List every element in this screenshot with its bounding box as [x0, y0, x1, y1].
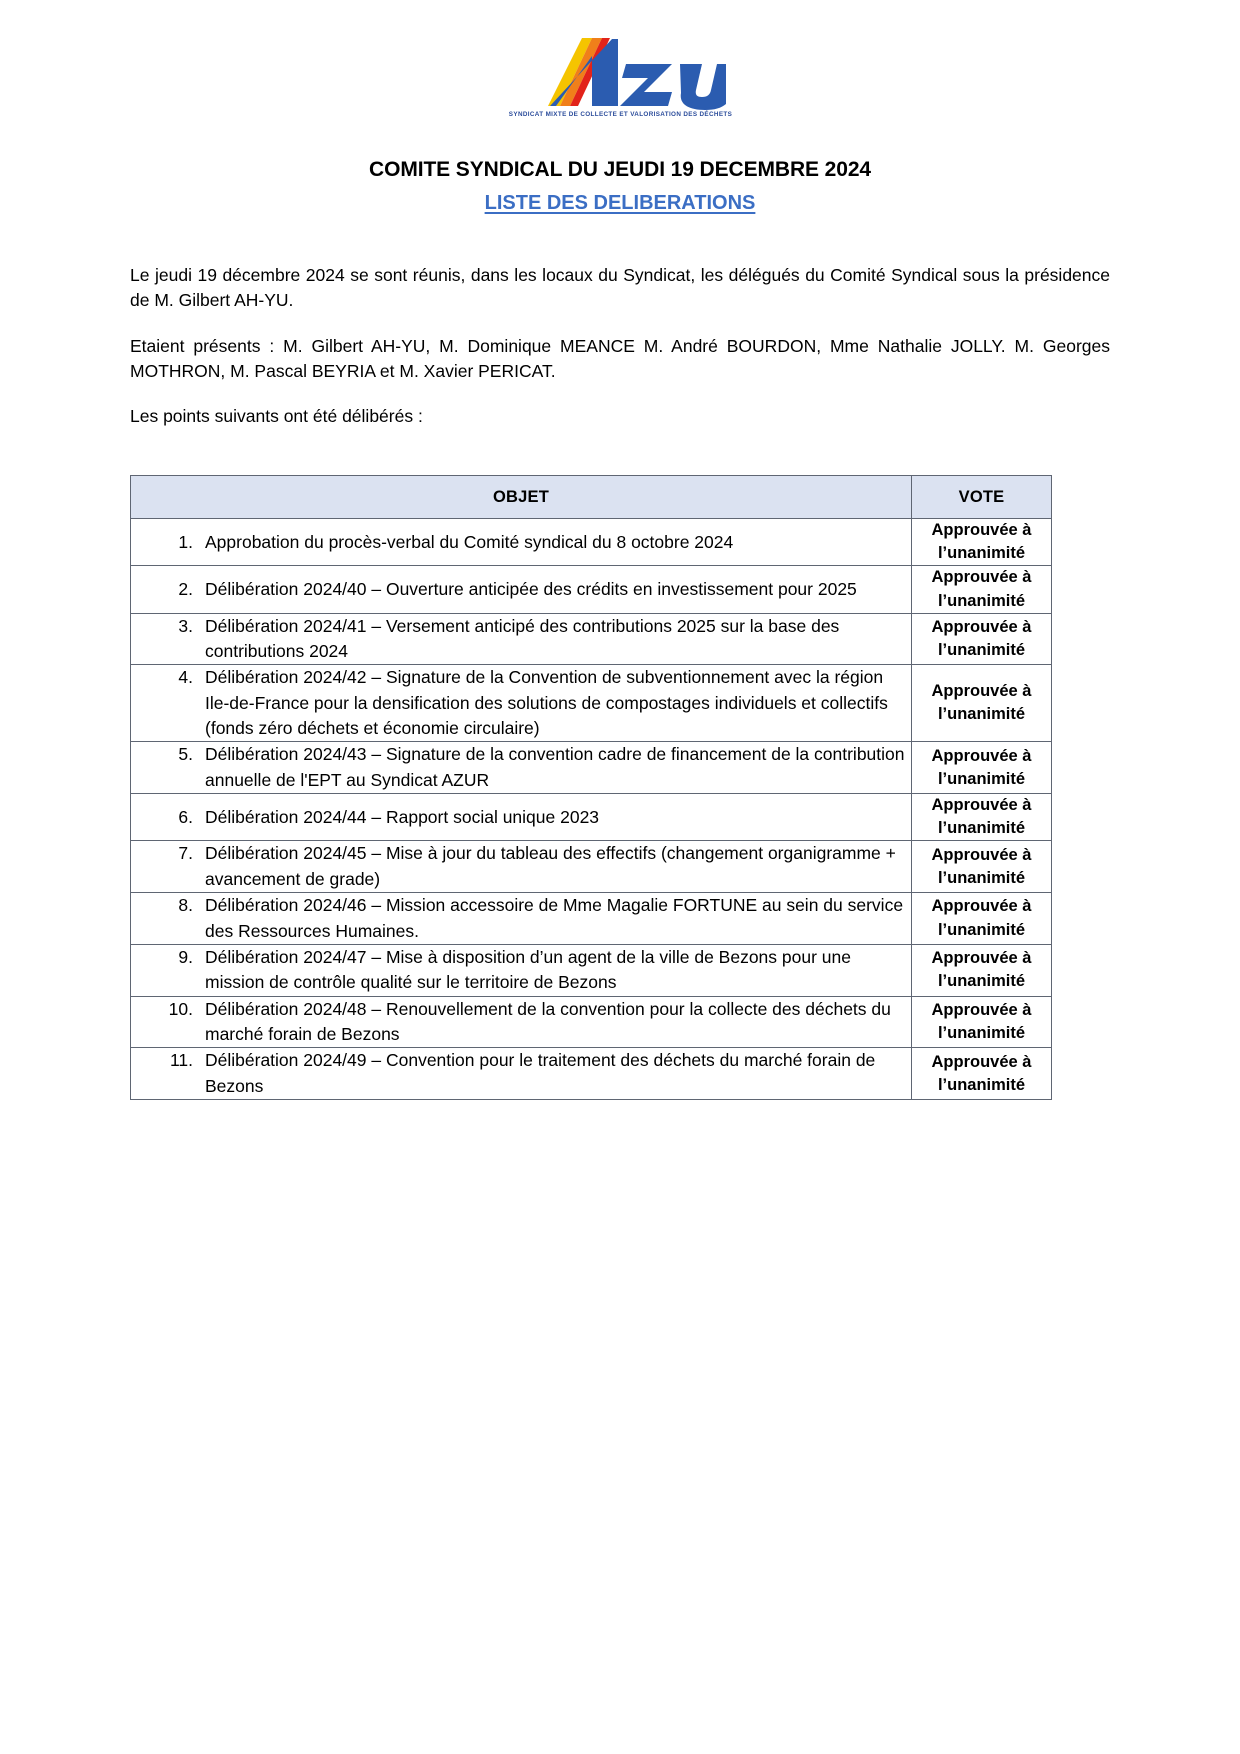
row-number: 8.	[178, 895, 193, 916]
intro-paragraph-2: Etaient présents : M. Gilbert AH-YU, M. Dominique MEANCE M. André BOURDON, Mme Nathalie JOLLY. M. Georges MOTHRON, M. Pascal BEYRIA et M. Xavier PERICAT.	[130, 335, 1110, 381]
row-objet-text: Délibération 2024/48 – Renouvellement de la convention pour la collecte des déchets du marché forain de Bezons	[205, 998, 891, 1045]
cell-objet	[131, 742, 912, 794]
row-objet-text: Délibération 2024/45 – Mise à jour du tableau des effectifs (changement organigramme + avancement de grade)	[205, 843, 896, 889]
row-objet-text: Délibération 2024/49 – Convention pour le traitement des déchets du marché forain de Bezons	[205, 1050, 876, 1096]
row-number: 11.	[169, 1050, 193, 1071]
row-number: 1.	[178, 531, 193, 552]
cell-vote: Approuvée à l’unanimité	[912, 519, 1052, 566]
cell-vote: Approuvée à l’unanimité	[912, 944, 1052, 996]
row-number: 3.	[178, 615, 193, 636]
row-objet-text: Approbation du procès-verbal du Comité syndical du 8 octobre 2024	[205, 531, 734, 552]
table-header-row	[131, 476, 1052, 519]
row-objet-text: Délibération 2024/40 – Ouverture anticipée des crédits en investissement pour 2025	[205, 578, 857, 599]
cell-objet	[131, 794, 912, 841]
row-number: 6.	[178, 806, 193, 827]
row-objet-text: Délibération 2024/43 – Signature de la convention cadre de financement de la contribution annuelle de l'EPT au Syndicat AZUR	[205, 744, 905, 790]
row-number: 5.	[178, 744, 193, 765]
page-title: COMITE SYNDICAL DU JEUDI 19 DECEMBRE 2024	[369, 158, 871, 181]
intro-paragraph-3: Les points suivants ont été délibérés :	[130, 406, 423, 427]
cell-vote: Approuvée à l’unanimité	[912, 893, 1052, 945]
table-row	[131, 742, 1052, 794]
cell-objet	[131, 519, 912, 566]
cell-vote: Approuvée à l’unanimité	[912, 1048, 1052, 1100]
cell-objet	[131, 841, 912, 893]
table-row	[131, 665, 1052, 742]
cell-objet	[131, 613, 912, 665]
cell-vote: Approuvée à l’unanimité	[912, 566, 1052, 613]
table-row	[131, 841, 1052, 893]
cell-vote: Approuvée à l’unanimité	[912, 841, 1052, 893]
row-objet-text: Délibération 2024/42 – Signature de la Convention de subventionnement avec la région Ile-de-France pour la densification des solutions de compostages individuels et collectifs (fonds zéro déchets et économie circulaire)	[205, 667, 888, 739]
cell-vote: Approuvée à l’unanimité	[912, 742, 1052, 794]
table-row	[131, 996, 1052, 1048]
row-number: 7.	[178, 843, 193, 864]
row-objet-text: Délibération 2024/46 – Mission accessoire de Mme Magalie FORTUNE au sein du service des Ressources Humaines.	[205, 895, 904, 941]
table-row	[131, 1048, 1052, 1100]
row-number: 9.	[178, 946, 193, 967]
row-number: 2.	[178, 578, 193, 599]
cell-vote: Approuvée à l’unanimité	[912, 996, 1052, 1048]
azur-logo	[130, 0, 1110, 118]
page-subtitle: LISTE DES DELIBERATIONS	[484, 192, 756, 214]
azur-wordmark-icon	[514, 34, 726, 110]
row-objet-text: Délibération 2024/44 – Rapport social unique 2023	[205, 806, 600, 827]
cell-objet	[131, 1048, 912, 1100]
deliberations-table	[130, 475, 1052, 1100]
row-objet-text: Délibération 2024/41 – Versement anticipé des contributions 2025 sur la base des contributions 2024	[205, 615, 840, 661]
row-objet-text: Délibération 2024/47 – Mise à disposition d’un agent de la ville de Bezons pour une mission de contrôle qualité sur le territoire de Bezons	[205, 946, 851, 993]
table-body	[131, 519, 1052, 1100]
cell-objet	[131, 944, 912, 996]
cell-vote: Approuvée à l’unanimité	[912, 794, 1052, 841]
cell-objet	[131, 566, 912, 613]
cell-vote: Approuvée à l’unanimité	[912, 665, 1052, 742]
table-row	[131, 893, 1052, 945]
cell-objet	[131, 665, 912, 742]
table-row	[131, 566, 1052, 613]
column-header-vote: VOTE	[912, 476, 1052, 519]
row-number: 4.	[178, 667, 193, 688]
table-row	[131, 944, 1052, 996]
intro-paragraph-1: Le jeudi 19 décembre 2024 se sont réunis, dans les locaux du Syndicat, les délégués du Comité Syndical sous la présidence de M. Gilbert AH-YU.	[130, 265, 1110, 310]
cell-vote: Approuvée à l’unanimité	[912, 613, 1052, 665]
table-row	[131, 613, 1052, 665]
intro-section	[130, 263, 1110, 429]
cell-objet	[131, 996, 912, 1048]
row-number: 10.	[168, 998, 193, 1019]
cell-objet	[131, 893, 912, 945]
logo-tagline: SYNDICAT MIXTE DE COLLECTE ET VALORISATION DES DÉCHETS	[508, 111, 732, 118]
table-row	[131, 519, 1052, 566]
column-header-objet: OBJET	[131, 476, 912, 519]
table-row	[131, 794, 1052, 841]
